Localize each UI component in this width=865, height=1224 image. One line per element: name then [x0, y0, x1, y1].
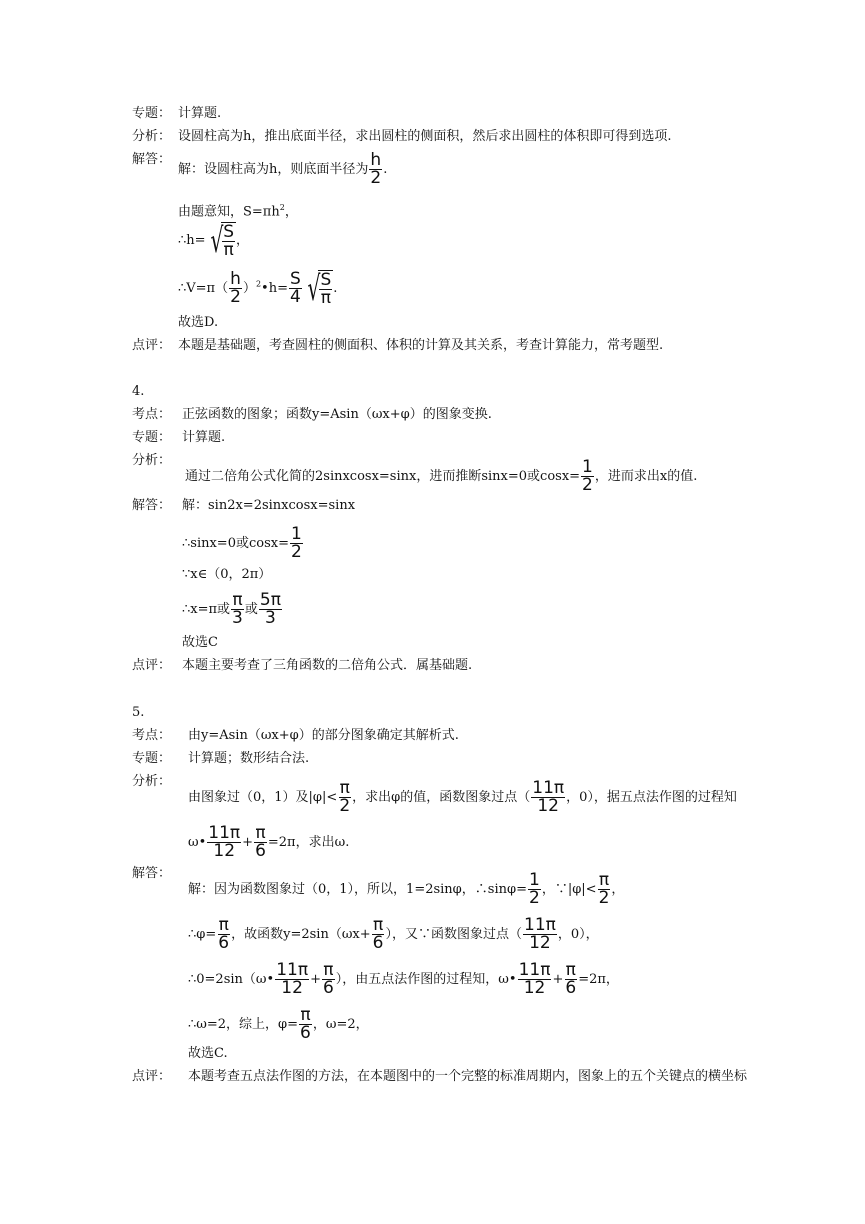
q3-step-5: 故选D. [178, 315, 219, 330]
denominator: 6 [322, 978, 334, 998]
q5-step-5: 故选C. [188, 1046, 228, 1061]
text: ω• [188, 835, 207, 850]
text: =2π， [578, 972, 619, 987]
numerator: 11π [518, 960, 551, 980]
text: ，故函数y=2sin（ωx+ [231, 927, 371, 942]
q3-dianping-label: 点评： [132, 338, 172, 353]
text: ， [236, 233, 250, 248]
fraction [231, 592, 244, 627]
numerator: 5π [259, 590, 281, 610]
sqrt [206, 222, 236, 259]
numerator: 1 [528, 870, 540, 890]
text: ∴sinx=0或cosx= [182, 536, 289, 551]
text: ∴h= [178, 233, 206, 248]
denominator: 6 [300, 1023, 311, 1043]
q5-step-3 [188, 962, 619, 997]
text: ， [284, 204, 298, 220]
numerator: 1 [582, 457, 593, 477]
text: ，求出φ的值，函数图象过点（ [352, 790, 531, 805]
denominator: 6 [255, 841, 266, 861]
text: 或 [244, 602, 258, 617]
radical-sign: √ [307, 268, 321, 309]
exponent: 2 [255, 279, 262, 289]
denominator: 3 [232, 608, 243, 628]
text: ，进而求出x的值. [594, 469, 698, 484]
denominator: 2 [598, 888, 610, 908]
text: 解：设圆柱高为h，则底面半径为 [178, 162, 369, 177]
denominator: 12 [213, 841, 236, 861]
fraction [290, 526, 303, 561]
numerator: 1 [290, 524, 302, 544]
denominator: π [223, 240, 234, 260]
text: + [242, 835, 254, 850]
numerator: π [232, 590, 243, 610]
text: •h= [261, 281, 288, 296]
text: ），又∵函数图象过点（ [385, 927, 522, 942]
denominator: 2 [339, 796, 351, 816]
numerator: π [598, 870, 610, 890]
radical-sign: √ [209, 220, 223, 261]
numerator: 11π [524, 915, 556, 935]
q4-step-3: ∵x∈（0，2π） [182, 567, 272, 582]
q5-fenxi-line-1 [188, 780, 737, 815]
q4-fenxi [185, 459, 697, 494]
denominator: 3 [265, 608, 276, 628]
fraction [299, 1007, 312, 1042]
text: ，ω=2， [312, 1017, 369, 1032]
fraction [338, 780, 351, 815]
numerator: h [230, 269, 241, 289]
denominator: 6 [372, 933, 384, 953]
text: ∴V=π（ [178, 281, 229, 296]
q5-step-2 [188, 917, 599, 952]
q3-jieda-label: 解答： [132, 152, 172, 167]
fraction [531, 780, 565, 815]
numerator: π [565, 960, 576, 980]
q4-kaodian-label: 考点： [132, 407, 172, 422]
q3-step-3 [178, 222, 249, 259]
denominator: 12 [537, 796, 559, 816]
numerator: S [320, 270, 332, 290]
q5-kaodian: 由y=Asin（ωx+φ）的部分图象确定其解析式. [188, 728, 459, 743]
fraction [259, 592, 282, 627]
denominator: 12 [281, 978, 303, 998]
denominator: π [320, 288, 331, 308]
text: 通过二倍角公式化简的2sinxcosx=sinx，进而推断sinx=0或cosx= [185, 469, 581, 484]
fraction [581, 459, 594, 494]
fraction [369, 152, 382, 187]
text: ， [611, 882, 625, 897]
q4-step-4 [182, 592, 283, 627]
text: 由题意知，S=πh [178, 204, 280, 220]
q5-zhuanti: 计算题；数形结合法. [188, 751, 310, 766]
fraction [207, 825, 241, 860]
numerator: S [223, 222, 235, 242]
q5-step-4 [188, 1007, 369, 1042]
text: . [383, 162, 388, 177]
q4-step-2 [182, 526, 304, 561]
text: =2π，求出ω. [267, 835, 350, 850]
q4-number: 4. [132, 384, 145, 399]
q4-jieda-label: 解答： [132, 498, 172, 513]
q4-zhuanti-label: 专题： [132, 430, 172, 445]
text: ，∵|φ|< [541, 882, 597, 897]
q5-fenxi-line-2 [188, 825, 349, 860]
fraction [254, 825, 267, 860]
q4-dianping: 本题主要考查了三角函数的二倍角公式．属基础题. [182, 658, 473, 673]
q3-step-4 [178, 270, 337, 307]
text: ，0）， [557, 927, 599, 942]
q5-dianping-label: 点评： [132, 1069, 172, 1084]
numerator: 11π [532, 778, 565, 798]
text: + [552, 972, 564, 987]
q3-step-2 [178, 199, 298, 221]
fraction [372, 917, 385, 952]
q4-step-1: 解：sin2x=2sinxcosx=sinx [182, 498, 356, 513]
fraction [289, 271, 302, 306]
q4-zhuanti: 计算题. [182, 430, 226, 445]
fraction [598, 872, 611, 907]
fraction [564, 962, 577, 997]
numerator: π [339, 778, 350, 798]
sqrt [303, 270, 333, 307]
numerator: π [218, 915, 229, 935]
text: ） [242, 281, 256, 296]
fraction [229, 271, 242, 306]
numerator: 11π [208, 823, 241, 843]
exponent: 2 [279, 203, 285, 212]
q3-fenxi-label: 分析： [132, 129, 172, 144]
q4-dianping-label: 点评： [132, 658, 172, 673]
fraction [319, 272, 332, 307]
fraction [217, 917, 230, 952]
text: . [333, 281, 338, 296]
fraction [222, 224, 235, 259]
numerator: 11π [276, 960, 309, 980]
denominator: 2 [582, 475, 593, 495]
q4-kaodian: 正弦函数的图象；函数y=Asin（ωx+φ）的图象变换. [182, 407, 492, 422]
fraction [528, 872, 541, 907]
q5-zhuanti-label: 专题： [132, 751, 172, 766]
numerator: π [323, 960, 334, 980]
denominator: 6 [565, 978, 577, 998]
fraction [523, 917, 557, 952]
text: ∴0=2sin（ω• [188, 972, 275, 987]
text: ∴ω=2，综上，φ= [188, 1017, 299, 1032]
q4-step-5: 故选C [182, 635, 218, 650]
q5-kaodian-label: 考点： [132, 728, 172, 743]
q3-step-1 [178, 152, 387, 187]
text: ，0），据五点法作图的过程知 [566, 790, 737, 805]
denominator: 2 [290, 542, 302, 562]
numerator: S [290, 269, 301, 289]
q5-step-1 [188, 872, 624, 907]
numerator: π [372, 915, 384, 935]
text: ∴φ= [188, 927, 217, 942]
q3-zhuanti: 计算题. [178, 106, 222, 121]
numerator: h [370, 150, 382, 170]
q3-fenxi: 设圆柱高为h，推出底面半径，求出圆柱的侧面积，然后求出圆柱的体积即可得到选项. [178, 129, 672, 144]
denominator: 2 [370, 168, 382, 188]
q3-dianping: 本题是基础题，考查圆柱的侧面积、体积的计算及其关系，考查计算能力，常考题型. [178, 338, 664, 353]
fraction [322, 962, 335, 997]
q4-fenxi-label: 分析： [132, 453, 172, 468]
denominator: 2 [528, 888, 540, 908]
text: 由图象过（0，1）及|φ|< [188, 790, 338, 805]
denominator: 2 [230, 287, 241, 307]
fraction [518, 962, 552, 997]
denominator: 12 [523, 978, 546, 998]
q5-fenxi-label: 分析： [132, 774, 172, 789]
text: + [310, 972, 321, 987]
q5-number: 5. [132, 705, 145, 720]
fraction [275, 962, 309, 997]
q3-zhuanti-label: 专题： [132, 106, 172, 121]
numerator: π [300, 1005, 311, 1025]
numerator: π [255, 823, 266, 843]
text: ），由五点法作图的过程知，ω• [335, 972, 517, 987]
denominator: 6 [218, 933, 230, 953]
q5-jieda-label: 解答： [132, 866, 172, 881]
text: ∴x=π或 [182, 602, 231, 617]
denominator: 12 [529, 933, 551, 953]
q5-dianping: 本题考查五点法作图的方法，在本题图中的一个完整的标准周期内，图象上的五个关键点的横坐标 [188, 1069, 748, 1084]
text: 解：因为函数图象过（0，1），所以，1=2sinφ，∴sinφ= [188, 882, 527, 897]
denominator: 4 [289, 287, 301, 307]
